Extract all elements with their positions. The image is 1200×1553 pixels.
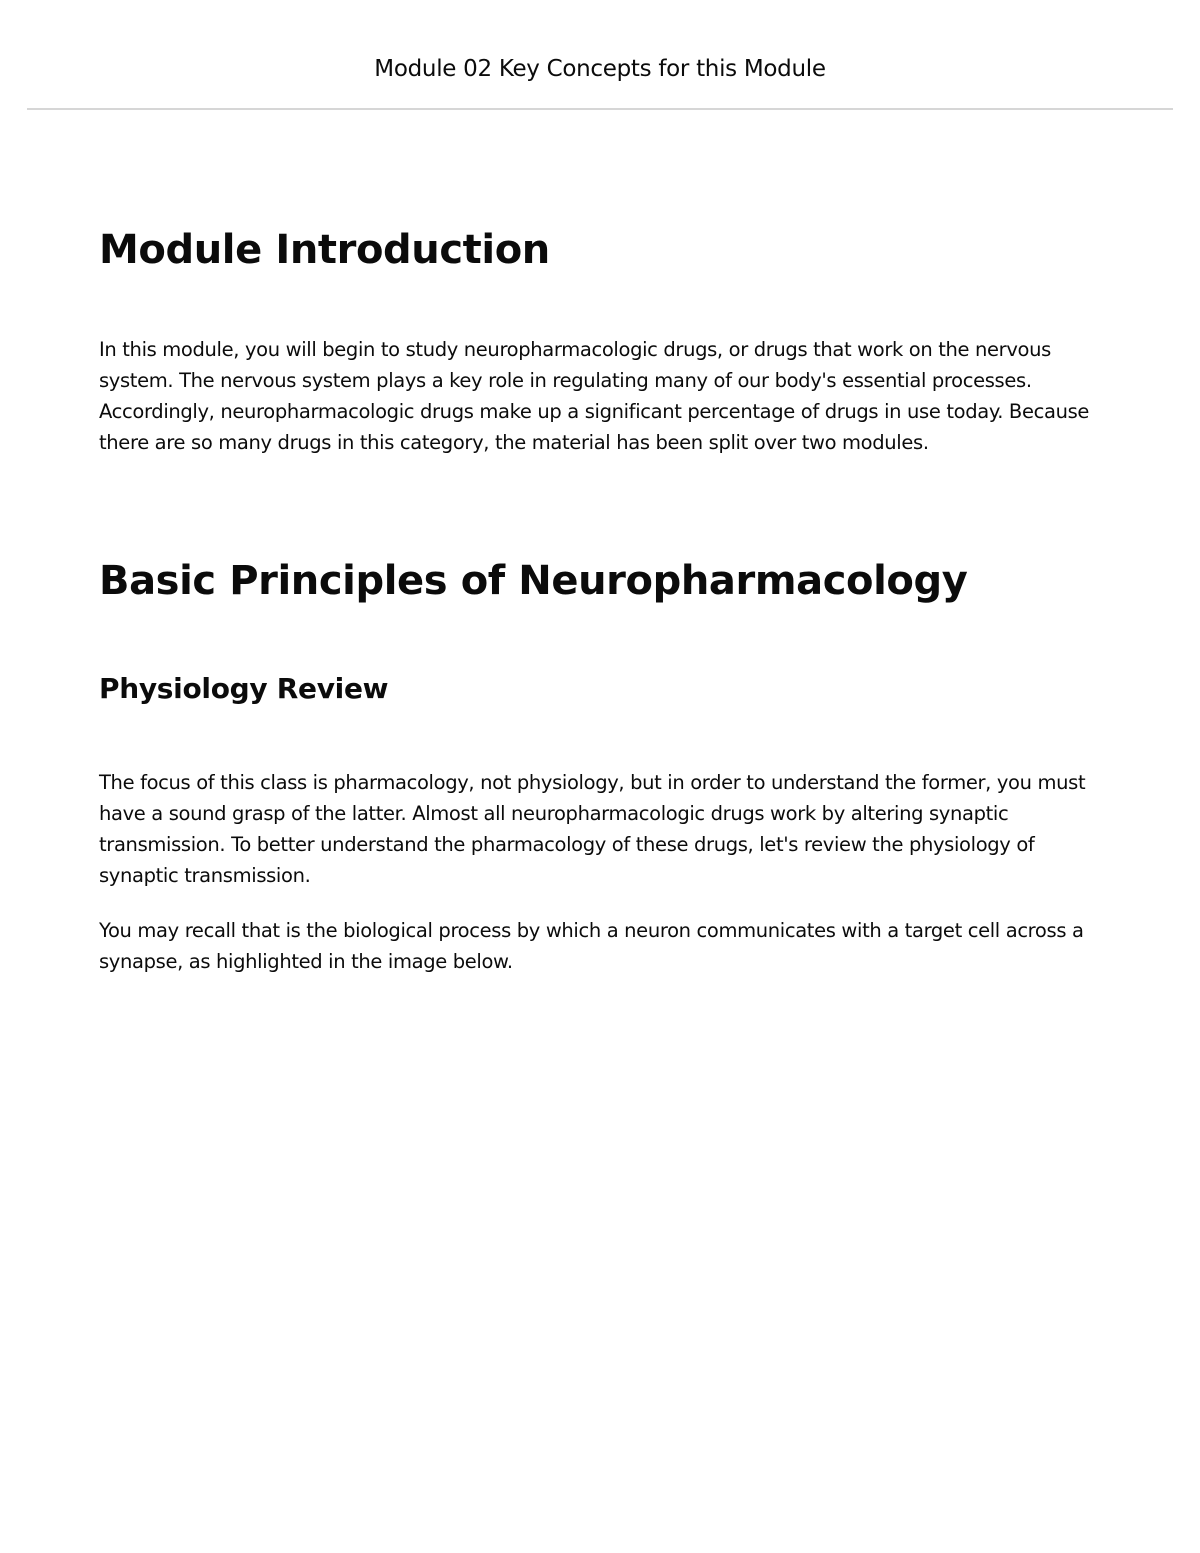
physiology-focus-paragraph: The focus of this class is pharmacology, not physiology, but in order to understand the former, you must have a sound grasp of the latter. Almost all neuropharmacologic drugs work by altering synaptic transmission. To better understand the pharmacology of these drugs, let's review the physiology of synaptic transmission. [99,771,1086,887]
basic-principles-heading: Basic Principles of Neuropharmacology [99,558,968,604]
page-title: Module 02 Key Concepts for this Module [374,56,826,82]
module-introduction-paragraph: In this module, you will begin to study neuropharmacologic drugs, or drugs that work on the nervous system. The nervous system plays a key role in regulating many of our body's essential processes. Accordingly, neuropharmacologic drugs make up a significant percentage of drugs in use today. Because there are so many drugs in this category, the material has been split over two modules. [99,338,1090,454]
synaptic-transmission-paragraph: You may recall that is the biological process by which a neuron communicates with a target cell across a synapse, as highlighted in the image below. [99,919,1084,973]
physiology-review-subheading: Physiology Review [99,672,389,705]
module-introduction-heading: Module Introduction [99,227,550,273]
page-header [27,0,1173,110]
